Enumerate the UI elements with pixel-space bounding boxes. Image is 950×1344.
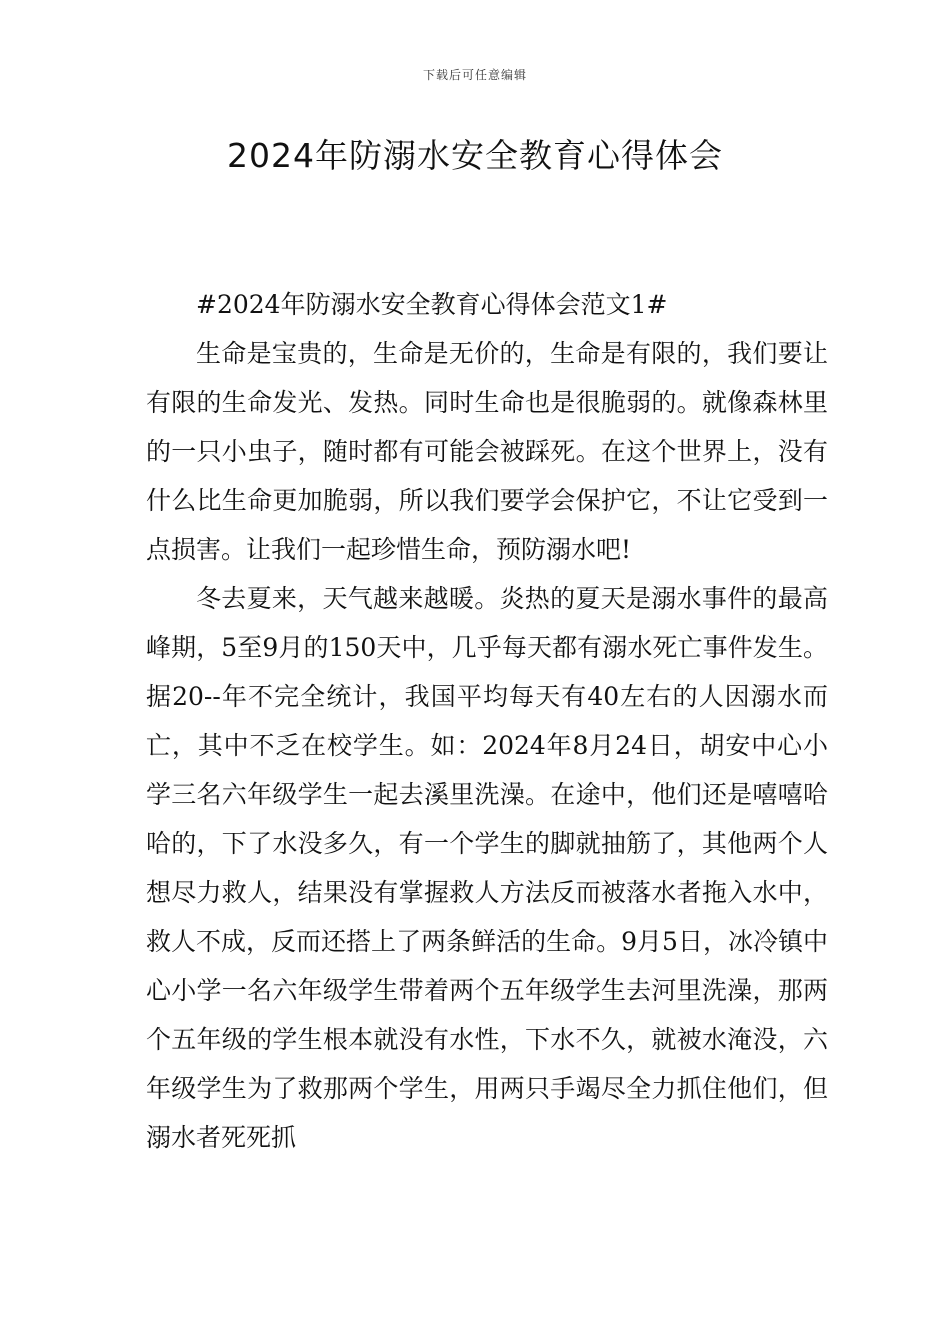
document-title: 2024年防溺水安全教育心得体会 bbox=[227, 136, 723, 175]
document-body bbox=[146, 280, 828, 1162]
section-heading: #2024年防溺水安全教育心得体会范文1# bbox=[196, 290, 668, 319]
paragraph: 生命是宝贵的，生命是无价的，生命是有限的，我们要让有限的生命发光、发热。同时生命也是很脆弱的。就像森林里的一只小虫子，随时都有可能会被踩死。在这个世界上，没有什么比生命更加脆弱，所以我们要学会保护它，不让它受到一点损害。让我们一起珍惜生命，预防溺水吧! bbox=[146, 339, 828, 564]
paragraph: 冬去夏来，天气越来越暖。炎热的夏天是溺水事件的最高峰期，5至9月的150天中，几乎每天都有溺水死亡事件发生。据20--年不完全统计，我国平均每天有40左右的人因溺水而亡，其中不乏在校学生。如：2024年8月24日，胡安中心小学三名六年级学生一起去溪里洗澡。在途中，他们还是嘻嘻哈哈的，下了水没多久，有一个学生的脚就抽筋了，其他两个人想尽力救人，结果没有掌握救人方法反而被落水者拖入水中，救人不成，反而还搭上了两条鲜活的生命。9月5日，冰冷镇中心小学一名六年级学生带着两个五年级学生去河里洗澡，那两个五年级的学生根本就没有水性，下水不久，就被水淹没，六年级学生为了救那两个学生，用两只手竭尽全力抓住他们，但溺水者死死抓 bbox=[146, 584, 828, 1152]
header-note: 下载后可任意编辑 bbox=[422, 68, 527, 82]
